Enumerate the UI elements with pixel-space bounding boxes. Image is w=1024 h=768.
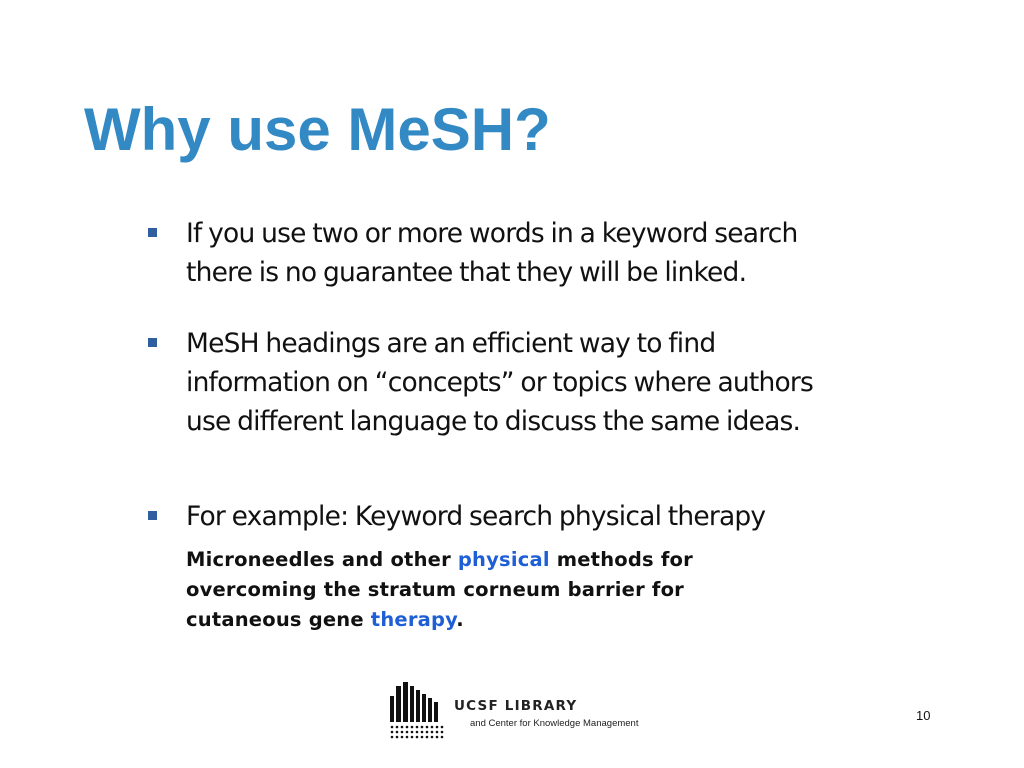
bullet-line: If you use two or more words in a keyword search <box>186 218 798 249</box>
page-number: 10 <box>916 708 931 723</box>
square-bullet-icon <box>148 338 157 347</box>
bullet-line: there is no guarantee that they will be linked. <box>186 257 747 288</box>
example-title-text: methods for <box>549 548 693 571</box>
bullet-text <box>186 324 813 441</box>
highlighted-keyword: therapy <box>370 608 457 631</box>
square-bullet-icon <box>148 511 157 520</box>
example-title-text: . <box>456 608 464 631</box>
bullet-text <box>186 214 798 292</box>
bullet-line: For example: Keyword search physical therapy <box>186 501 766 532</box>
logo-name: UCSF LIBRARY <box>454 698 578 714</box>
example-title-text: cutaneous gene <box>186 608 371 631</box>
bullet-line: MeSH headings are an efficient way to find <box>186 328 716 359</box>
highlighted-keyword: physical <box>457 548 550 571</box>
ucsf-library-logo <box>388 678 638 740</box>
slide-title: Why use MeSH? <box>84 96 551 163</box>
logo-subtitle: and Center for Knowledge Management <box>470 718 639 729</box>
example-title-line <box>186 605 693 635</box>
bullet-line: use different language to discuss the same ideas. <box>186 406 801 437</box>
example-title-text: Microneedles and other <box>186 548 458 571</box>
bullet-text <box>186 497 765 536</box>
bullet-line: information on “concepts” or topics where authors <box>186 367 814 398</box>
example-title-line <box>186 545 693 575</box>
square-bullet-icon <box>148 228 157 237</box>
example-title-line: overcoming the stratum corneum barrier for <box>186 578 685 601</box>
example-article-title <box>186 545 693 635</box>
